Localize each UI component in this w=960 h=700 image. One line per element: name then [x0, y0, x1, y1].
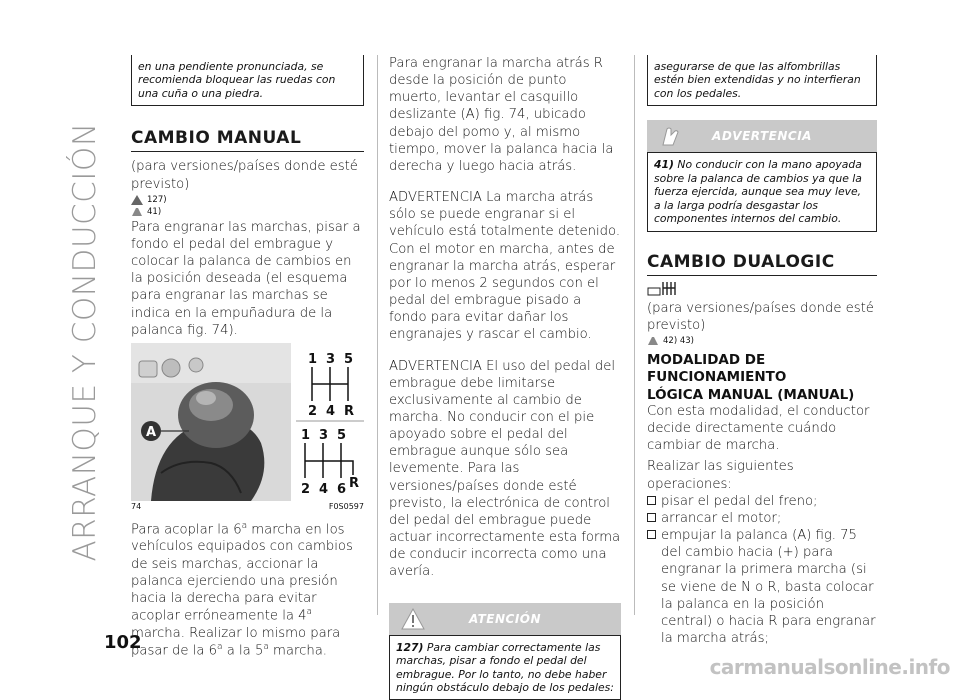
- column-3: [647, 55, 877, 647]
- note-continuation: [131, 55, 364, 106]
- intro-text: (para versiones/países donde esté previsto): [131, 159, 358, 192]
- column-divider: [377, 55, 378, 615]
- ordinal-sup: a: [263, 641, 269, 652]
- figure-number: 74: [131, 501, 142, 511]
- note-continuation: [647, 55, 877, 106]
- shift-label: 6: [337, 481, 347, 497]
- text-segment: Para acoplar la 6: [131, 522, 242, 538]
- body-paragraph: Para engranar las marchas, pisar a fondo el pedal del embrague y colocar la palanca de cambios en la posición deseada (el esquema para engranar las marchas se indica en la empuñadura de la palanca fig. 74).: [131, 219, 361, 338]
- shift-label: 5: [344, 351, 354, 367]
- caution-hand-icon: [131, 207, 143, 217]
- bullet-box-icon: [647, 530, 656, 539]
- warning-triangle-icon: [131, 195, 143, 205]
- list-item-text: arrancar el motor;: [661, 510, 782, 526]
- shift-label: R: [349, 475, 360, 491]
- shift-label: 1: [301, 427, 311, 443]
- text-segment: marcha.: [268, 643, 327, 659]
- attention-banner: [389, 603, 621, 635]
- ordinal-sup: a: [217, 641, 223, 652]
- attention-note: [389, 635, 621, 700]
- reference-caution: [131, 207, 364, 217]
- shift-label: 3: [319, 427, 329, 443]
- note-text: Para cambiar correctamente las marchas, pisar a fondo el pedal del embrague. Por lo tanto, no debe haber ningún obstáculo debajo de los pedales:: [396, 640, 614, 694]
- shift-label: 5: [337, 427, 347, 443]
- gear-lever-figure: [131, 343, 364, 501]
- banner-label: ATENCIÓN: [468, 611, 542, 626]
- figure-caption: [131, 502, 364, 511]
- list-item: [647, 493, 877, 510]
- shift-label: 2: [308, 403, 318, 419]
- shift-label: 2: [301, 481, 311, 497]
- body-paragraph: ADVERTENCIA El uso del pedal del embrague debe limitarse exclusivamente al cambio de marcha. No conducir con el pie apoyado sobre el pedal del embrague aunque sólo sea levemente. Para las versiones/países donde esté previsto, la electrónica de control del pedal del embrague puede actuar incorrectamente esta forma de conducir incorrecta como una avería.: [389, 358, 621, 580]
- intro-text: (para versiones/países donde esté previsto): [647, 300, 874, 334]
- caution-hand-icon: [659, 125, 683, 147]
- ordinal-sup: a: [306, 607, 313, 618]
- shift-label: 1: [308, 351, 318, 367]
- body-paragraph: [131, 521, 364, 659]
- body-paragraph: Con esta modalidad, el conductor decide directamente cuándo cambiar de marcha.: [647, 403, 870, 454]
- section-heading: CAMBIO DUALOGIC: [647, 252, 877, 276]
- note-number: 41): [654, 158, 674, 172]
- text-segment: marcha. Realizar lo mismo para pasar de la 6: [131, 625, 341, 659]
- list-item-text: pisar el pedal del freno;: [661, 493, 818, 509]
- column-divider: [634, 55, 635, 615]
- list-item: [647, 527, 877, 647]
- body-paragraph: Para engranar la marcha atrás R desde la posición de punto muerto, levantar el casquillo deslizante (A) fig. 74, ubicado debajo del pomo y, al mismo tiempo, mover la palanca hacia la derecha y luego hacia atrás.: [389, 56, 614, 174]
- warning-banner: [647, 120, 877, 152]
- note-text: No conducir con la mano apoyada sobre la palanca de cambios ya que la fuerza ejercida, aunque sea muy leve, a la larga podría desgastar los componentes internos del cambio.: [654, 158, 862, 226]
- subsection-subtitle: LÓGICA MANUAL (MANUAL): [647, 386, 855, 403]
- text-segment: a la 5: [222, 643, 264, 659]
- reference-label: 127): [147, 194, 167, 205]
- text-segment: marcha en los vehículos equipados con cambios de seis marchas, accionar la palanca ejerciendo una presión hacia la derecha para evitar acoplar erróneamente la 4: [131, 522, 353, 624]
- shift-label: 4: [319, 481, 329, 497]
- dualogic-gearbox-icon: [647, 280, 677, 296]
- figure-code: F0S0597: [328, 501, 364, 511]
- watermark: carmanualsonline.info: [709, 655, 950, 679]
- reference-warning: [131, 195, 364, 205]
- label-a: A: [145, 424, 157, 440]
- reference-label: 41): [147, 206, 162, 217]
- banner-label: ADVERTENCIA: [712, 129, 812, 144]
- ordinal-sup: a: [241, 520, 248, 531]
- list-item-text: empujar la palanca (A) fig. 75 del cambio hacia (+) para engranar la primera marcha (si se viene de N o R, basta colocar la palanca en la posición central) o hacia R para engranar la marcha atrás;: [661, 528, 876, 646]
- subsection-heading: MODALIDAD DE FUNCIONAMIENTO: [647, 352, 787, 386]
- shift-label: R: [344, 403, 355, 419]
- shift-label: 4: [326, 403, 336, 419]
- sidebar-section-title: ARRANQUE Y CONDUCCIÓN: [67, 122, 103, 562]
- column-1: [131, 55, 364, 659]
- bullet-box-icon: [647, 496, 656, 505]
- column-2: [389, 55, 621, 700]
- body-paragraph: ADVERTENCIA La marcha atrás sólo se puede engranar si el vehículo está totalmente detenido. Con el motor en marcha, antes de engranar la marcha atrás, esperar por lo menos 2 segundos con el pedal del embrague pisado a fondo para evitar dañar los engranajes y rascar el cambio.: [389, 190, 621, 343]
- warning-note: [647, 152, 877, 231]
- page-number: 102: [104, 632, 142, 653]
- bullet-box-icon: [647, 513, 656, 522]
- caution-hand-icon: [647, 336, 659, 346]
- note-number: 127): [396, 640, 424, 654]
- warning-triangle-icon: [401, 608, 425, 630]
- note-text: en una pendiente pronunciada, se recomienda bloquear las ruedas con una cuña o una piedra.: [138, 60, 336, 100]
- body-paragraph: Realizar las siguientes operaciones:: [647, 459, 794, 492]
- shift-label: 3: [326, 351, 336, 367]
- reference-label: 42) 43): [663, 336, 694, 347]
- note-text: asegurarse de que las alfombrillas estén bien extendidas y no interfieran con los pedales.: [654, 60, 861, 100]
- list-item: [647, 510, 877, 527]
- gear-lever-illustration: [131, 343, 364, 501]
- section-heading: CAMBIO MANUAL: [131, 128, 364, 152]
- reference-caution: [647, 336, 877, 346]
